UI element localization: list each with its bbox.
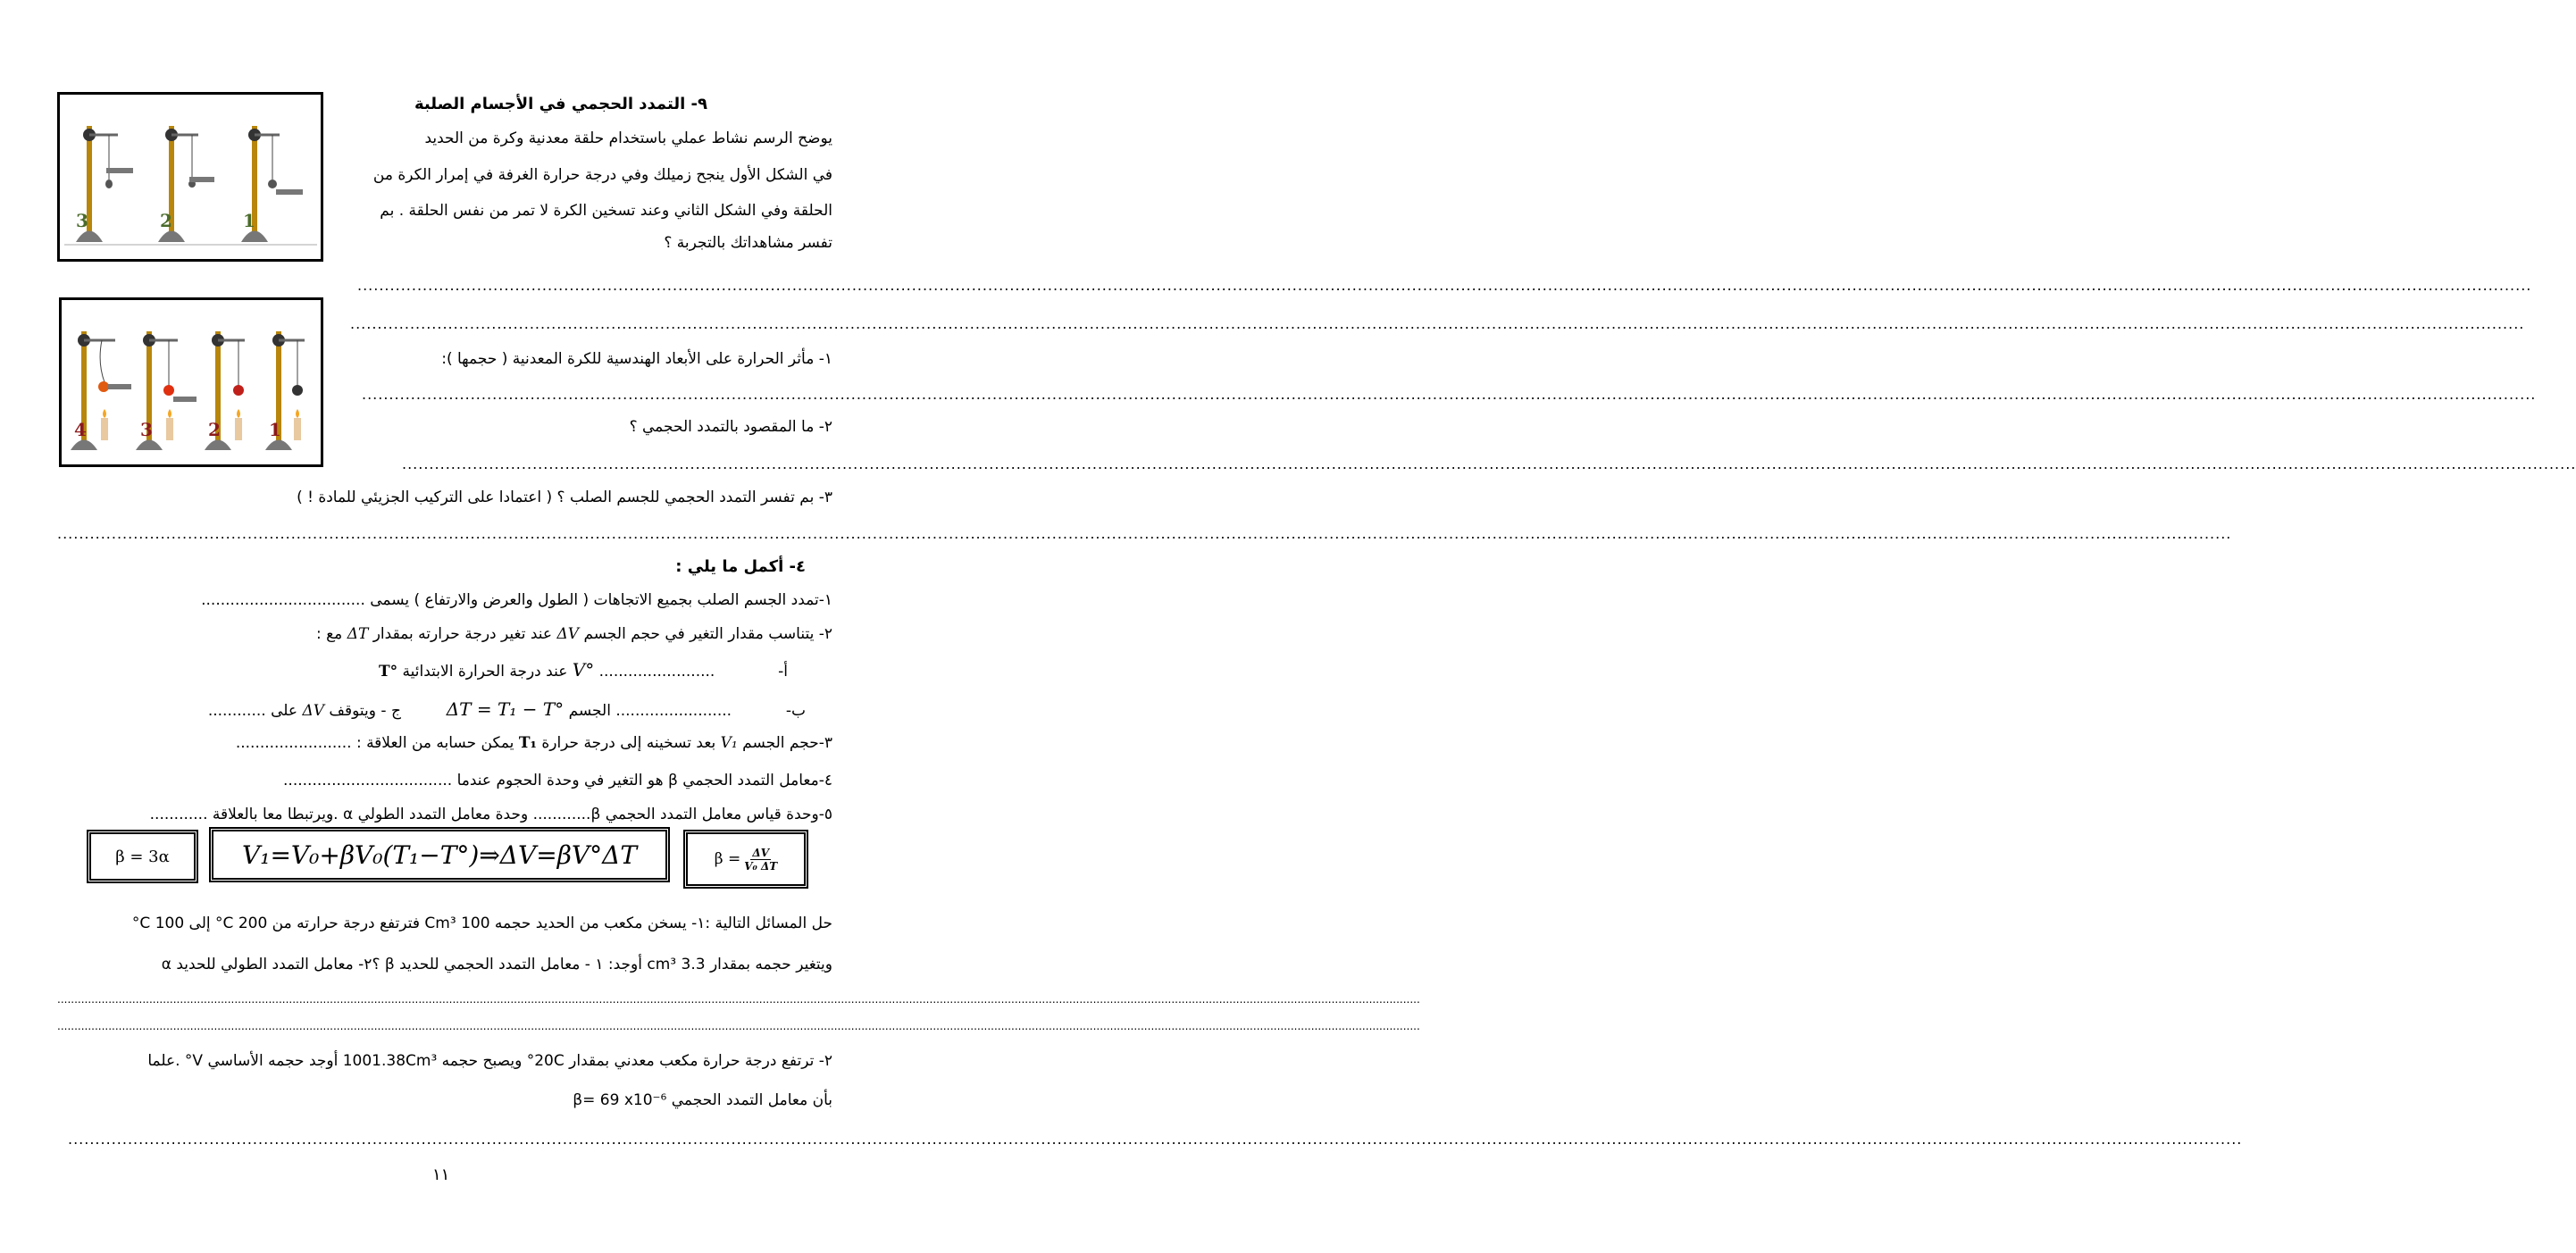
figure1-label-2: 2 — [160, 210, 172, 231]
line-a-letter: أ- — [778, 663, 788, 681]
v-one-symbol: V₁ — [720, 734, 738, 752]
complete-heading: ٤- أكمل ما يلي : — [675, 557, 806, 576]
line-c-dots: ............ — [207, 702, 266, 720]
complete-line-4 — [283, 772, 832, 789]
delta-v-symbol-c: ΔV — [302, 702, 325, 720]
stand-illustration-1 — [60, 95, 321, 259]
answer-line-p1-1: ................................................................................................................................................................................................................................................................................................................................................................................................................ — [57, 993, 1420, 1006]
delta-t-symbol: ΔT — [347, 625, 369, 643]
line5-dots: ............ — [149, 806, 208, 823]
line-b-dots: ........................ — [615, 702, 732, 720]
complete-line-b — [208, 698, 806, 720]
line3-text-c: يمكن حسابه من العلاقة : — [355, 734, 514, 752]
question-1: ١- مأثر الحرارة على الأبعاد الهندسية للكرة المعدنية ( حجمها ): — [441, 350, 832, 368]
question-3: ٣- بم تفسر التمدد الحجمي للجسم الصلب ؟ ( اعتمادا على التركيب الجزيئي للمادة ! ) — [297, 489, 832, 506]
complete-line-2 — [316, 625, 832, 643]
line-b-text: الجسم — [568, 702, 611, 720]
line-b-letter: ب- — [785, 702, 806, 720]
line2-text-b: عند تغير درجة حرارته بمقدار — [372, 625, 553, 643]
intro-line-1: يوضح الرسم نشاط عملي باستخدام حلقة معدنية وكرة من الحديد — [424, 129, 832, 147]
figure1-label-3: 3 — [76, 210, 88, 231]
intro-line-2: في الشكل الأول ينجح زميلك وفي درجة حرارة الغرفة في إمرار الكرة من — [372, 166, 832, 184]
t-zero-symbol: T° — [378, 663, 398, 681]
line3-text-b: بعد تسخينه إلى درجة حرارة — [541, 734, 716, 752]
complete-line-a — [379, 659, 788, 681]
figure-heated-ball — [59, 297, 323, 467]
problem-2-line-2: بأن معامل التمدد الحجمي β= 69 x10⁻⁶ — [573, 1091, 832, 1109]
section-title: ٩- التمدد الحجمي في الأجسام الصلبة — [414, 95, 707, 113]
delta-v-symbol: ΔV — [556, 625, 580, 643]
formula-box-beta-alpha — [87, 830, 198, 883]
v-zero-symbol: V° — [572, 659, 595, 681]
answer-line-q1: ................................................................................................................................................................................................................................................................................................................................................................................................................ — [362, 386, 2537, 403]
line5-text: ٥-وحدة قياس معامل التمدد الحجمي β............ وحدة معامل التمدد الطولي α .ويرتبطا معا بالعلاقة — [212, 806, 832, 823]
answer-line-p2: ................................................................................................................................................................................................................................................................................................................................................................................................................ — [68, 1131, 2243, 1148]
line2-text-c: مع : — [315, 625, 343, 643]
line-a-text: عند درجة الحرارة الابتدائية — [402, 663, 568, 681]
formula-box-volume — [209, 827, 670, 882]
figure2-label-3: 3 — [140, 419, 153, 440]
problem-1-line-2: ويتغير حجمه بمقدار 3.3 cm³ أوجد: ١ - معامل التمدد الحجمي للحديد β ؟٢- معامل التمدد الطولي للحديد α — [161, 956, 832, 973]
formula-beta-denominator: V₀ ΔT — [744, 859, 778, 873]
figure1-label-1: 1 — [243, 210, 255, 231]
line4-dots: ................................... — [283, 772, 453, 789]
formula-box-beta-def — [683, 830, 808, 889]
figure2-label-4: 4 — [74, 419, 87, 440]
figure-ring-ball-room-temp — [57, 92, 323, 262]
complete-line-1: ١-تمدد الجسم الصلب بجميع الاتجاهات ( الطول والعرض والارتفاع ) يسمى .................................. — [201, 591, 832, 609]
figure2-label-1: 1 — [269, 419, 281, 440]
page-number: ١١ — [432, 1165, 450, 1184]
t-one-symbol: T₁ — [518, 734, 537, 752]
problem-1-line-1: حل المسائل التالية :١- يسخن مكعب من الحديد حجمه 100 Cm³ فترتفع درجة حرارته من 200 C° إلى 100 C° — [131, 915, 832, 932]
answer-line-q2: ................................................................................................................................................................................................................................................................................................................................................................................................................ — [402, 455, 2576, 472]
line3-text-a: ٣-حجم الجسم — [742, 734, 832, 752]
line-c-text: ج - ويتوقف — [329, 702, 401, 720]
line-c-on: على — [271, 702, 298, 720]
formula-beta-numerator: ΔV — [752, 846, 770, 859]
complete-line-3 — [236, 734, 832, 752]
intro-line-4: تفسر مشاهداتك بالتجربة ؟ — [664, 234, 832, 252]
line4-text: ٤-معامل التمدد الحجمي β هو التغير في وحدة الحجوم عندما — [456, 772, 832, 789]
delta-t-equation: ΔT = T₁ − T° — [446, 698, 565, 720]
line-a-dots: ........................ — [598, 663, 715, 681]
line2-text-a: ٢- يتناسب مقدار التغير في حجم الجسم — [583, 625, 832, 643]
answer-line-intro-2: ................................................................................................................................................................................................................................................................................................................................................................................................................ — [350, 315, 2525, 332]
question-2: ٢- ما المقصود بالتمدد الحجمي ؟ — [629, 418, 832, 436]
formula-beta-3alpha: β = 3α — [115, 847, 170, 866]
formula-beta-eq: β = — [714, 850, 741, 868]
stand-illustration-2 — [62, 300, 321, 464]
problem-2-line-1: ٢- ترتفع درجة حرارة مكعب معدني بمقدار 20C° ويصبح حجمه 1001.38Cm³ أوجد حجمه الأساسي V° .علما — [147, 1052, 832, 1070]
complete-line-5 — [150, 806, 832, 823]
intro-line-3: الحلقة وفي الشكل الثاني وعند تسخين الكرة لا تمر من نفس الحلقة . بم — [380, 202, 832, 220]
answer-line-q3: ................................................................................................................................................................................................................................................................................................................................................................................................................ — [57, 525, 2232, 542]
formula-volume-expansion: V₁=V₀+βV₀(T₁−T°)⇒ΔV=βV°ΔT — [242, 840, 637, 870]
line3-dots: ........................ — [235, 734, 352, 752]
answer-line-intro-1: ................................................................................................................................................................................................................................................................................................................................................................................................................ — [357, 277, 2532, 294]
answer-line-p1-2: ................................................................................................................................................................................................................................................................................................................................................................................................................ — [57, 1020, 1420, 1032]
figure2-label-2: 2 — [208, 419, 221, 440]
